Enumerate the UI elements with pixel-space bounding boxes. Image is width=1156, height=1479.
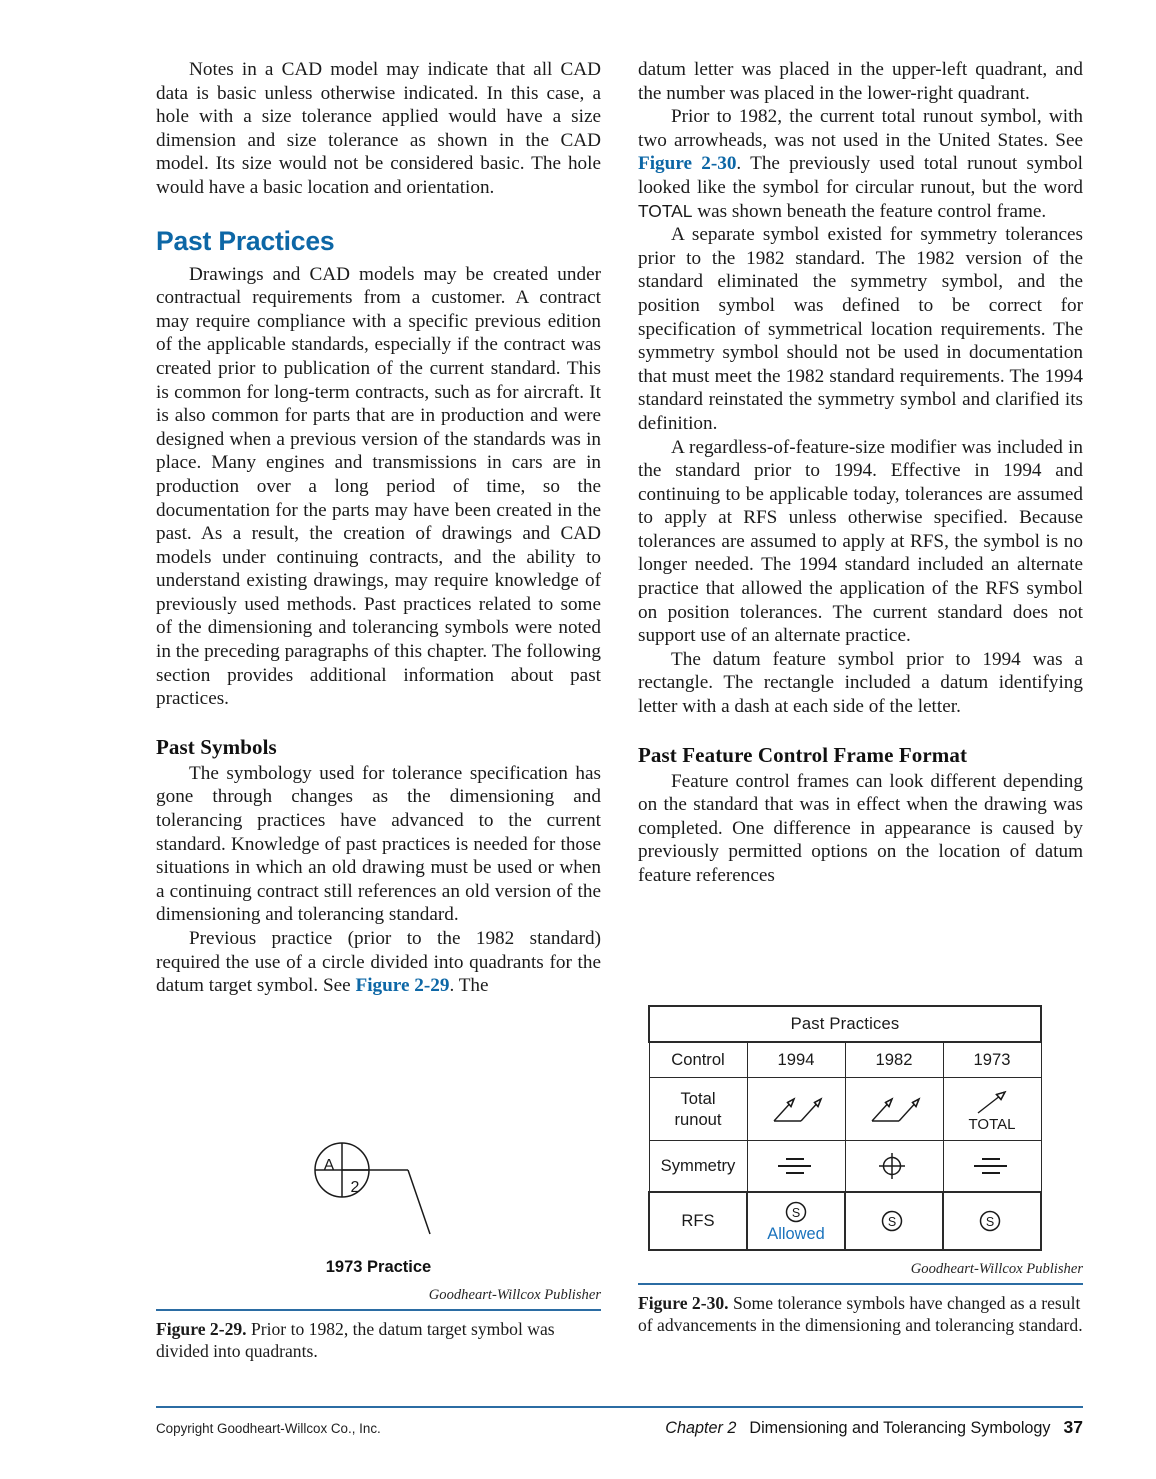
row-label-symmetry: Symmetry [649, 1141, 747, 1193]
header-1994: 1994 [747, 1042, 845, 1078]
cell-symmetry-1973 [943, 1141, 1041, 1193]
figure-2-29-caption [156, 1318, 601, 1362]
circled-s-symbol-icon [846, 1206, 938, 1236]
total-runout-double-arrow-icon [846, 1080, 938, 1138]
row-label-total-runout [649, 1078, 747, 1141]
total-label: TOTAL [968, 1116, 1016, 1133]
circled-s-symbol-icon [750, 1199, 842, 1225]
paragraph-contracts: Drawings and CAD models may be created under contractual requirements from a customer. A contract may require compliance with a specific previous edition of the applicable standards, especially if the contract was created prior to publication of the current standard. This is common for long-term contracts, such as for aircraft. It is also common for parts that are in production and were designed when a previous version of the standards was in place. Many engines and transmissions in cars are in production over a long period of time, so the documentation for the parts may have been created in the past. As a result, the creation of drawings and CAD models under continuing contracts, and the ability to understand existing drawings, may require knowledge of previously used methods. Past practices related to some of the dimensioning and tolerancing symbols were noted in the preceding paragraphs of this chapter. The following section provides additional information about past practices. [156, 263, 601, 710]
xref-figure-2-29[interactable]: Figure 2-29 [355, 975, 450, 997]
cell-total-runout-1982 [845, 1078, 943, 1141]
figure-2-30-caption-label: Figure 2-30. [638, 1293, 729, 1313]
paragraph-datum-letter-quadrant: datum letter was placed in the upper-left quadrant, and the number was placed in the lower-right quadrant. [638, 59, 1083, 104]
figure-2-29-credit: Goodheart-Willcox Publisher [428, 1287, 601, 1303]
paragraph-rfs-modifier: A regardless-of-feature-size modifier was included in the standard prior to 1994. Effective in 1994 and continuing to be applicable today, tolerances are assumed to apply at RFS unless otherwise specified. Because tolerances are assumed to apply at RFS, the symbol is no longer needed. The 1994 standard included an alternate practice that allowed the application of the RFS symbol on position tolerances. The current standard does not support use of an alternate practice. [638, 436, 1083, 647]
left-column [156, 58, 601, 998]
header-1982: 1982 [845, 1042, 943, 1078]
footer-chapter-label: Chapter 2 [665, 1419, 737, 1437]
datum-target-number: 2 [350, 1179, 360, 1197]
paragraph-datum-feature-symbol: The datum feature symbol prior to 1994 was a rectangle. The rectangle included a datum identifying letter with a dash at each side of the letter. [638, 648, 1083, 718]
rfs-allowed-label: Allowed [767, 1225, 825, 1244]
datum-target-letter: A [323, 1157, 335, 1175]
text-mid-xref-30: . The previously used total runout symbol looked like the symbol for circular runout, but the word [638, 153, 1083, 198]
heading-past-fcf-format: Past Feature Control Frame Format [638, 742, 968, 767]
figure-2-29-caption-text: Prior to 1982, the datum target symbol was divided into quadrants. [156, 1319, 555, 1361]
heading-past-practices: Past Practices [156, 225, 335, 256]
text-after-xref-29: . The [449, 975, 489, 997]
figure-2-30-caption-text: Some tolerance symbols have changed as a result of advancements in the dimensioning and tolerancing standard. [638, 1293, 1083, 1335]
cell-total-runout-1994 [747, 1078, 845, 1141]
figure-2-29-caption-label: Figure 2-29. [156, 1319, 247, 1339]
table-title: Past Practices [649, 1006, 1041, 1042]
figure-2-30 [638, 1005, 1083, 1336]
table-header-row [649, 1042, 1041, 1078]
cell-rfs-1994 [747, 1192, 845, 1250]
figure-2-29-caption-rule [156, 1309, 601, 1311]
cell-symmetry-1994 [747, 1141, 845, 1193]
paragraph-fcf-appearance: Feature control frames can look different depending on the standard that was in effect when the drawing was completed. One difference in appearance is caused by previously permitted options on the location of datum feature references [638, 770, 1083, 886]
text-before-xref-30: Prior to 1982, the current total runout symbol, with two arrowheads, was not used in the United States. See [638, 106, 1083, 151]
svg-text:S: S [887, 1215, 897, 1229]
position-symbol-icon [846, 1149, 938, 1183]
cell-rfs-1982 [845, 1192, 943, 1250]
past-practices-table [648, 1005, 1042, 1251]
cell-position-1982 [845, 1141, 943, 1193]
cell-rfs-1973 [943, 1192, 1041, 1250]
figure-2-29-artwork [156, 1128, 601, 1256]
paragraph-previous-practice [156, 927, 601, 998]
circular-runout-with-total [944, 1086, 1041, 1132]
row-label-rfs: RFS [649, 1192, 747, 1250]
svg-text:S: S [791, 1206, 801, 1221]
footer-copyright: Copyright Goodheart-Willcox Co., Inc. [156, 1421, 381, 1436]
paragraph-cad-notes: Notes in a CAD model may indicate that all CAD data is basic unless otherwise indicated. In this case, a hole with a size tolerance applied would have a size dimension and size tolerance as shown in the CAD model. Its size would not be considered basic. The hole would have a basic location and orientation. [156, 59, 601, 198]
heading-past-symbols: Past Symbols [156, 734, 277, 759]
header-1973: 1973 [943, 1042, 1041, 1078]
table-row [649, 1141, 1041, 1193]
footer-page-number: 37 [1063, 1417, 1083, 1437]
right-column [638, 58, 1083, 888]
total-runout-double-arrow-icon [748, 1080, 840, 1138]
xref-figure-2-30[interactable]: Figure 2-30 [638, 153, 737, 175]
paragraph-total-runout [638, 105, 1083, 223]
row-label-line-2: runout [674, 1110, 722, 1129]
figure-2-30-credit: Goodheart-Willcox Publisher [910, 1261, 1083, 1277]
cell-total-runout-1973 [943, 1078, 1041, 1141]
rfs-allowed-stack [748, 1199, 844, 1242]
paragraph-symmetry-history: A separate symbol existed for symmetry tolerances prior to the 1982 standard. The 1982 version of the standard eliminated the symmetry symbol, and the position symbol was defined to be correct for specification of symmetrical location requirements. The symmetry symbol should not be used in documentation that must meet the 1982 standard requirements. The 1994 standard reinstated the symmetry symbol and clarified its definition. [638, 224, 1083, 434]
text-after-xref-30: was shown beneath the feature control frame. [692, 200, 1047, 222]
svg-text:S: S [985, 1215, 995, 1229]
circled-s-symbol-icon [944, 1206, 1036, 1236]
footer-right-group [665, 1417, 1083, 1438]
figure-2-29 [156, 1128, 601, 1362]
inline-total-keyword: TOTAL [638, 200, 693, 221]
footer-chapter-title: Dimensioning and Tolerancing Symbology [749, 1419, 1051, 1437]
paragraph-symbology: The symbology used for tolerance specification has gone through changes as the dimensioning and tolerancing practices have advanced to the current standard. Knowledge of past practices is needed for those situations in which an old drawing must be used or when a continuing contract still references an old version of the dimensioning and tolerancing standard. [156, 762, 601, 926]
datum-target-leader-diagonal [408, 1170, 430, 1234]
symmetry-symbol-icon [748, 1149, 840, 1183]
circular-runout-single-arrow-icon [946, 1086, 1038, 1118]
figure-2-30-caption [638, 1292, 1083, 1336]
symmetry-symbol-icon [944, 1149, 1036, 1183]
figure-2-29-art-title: 1973 Practice [325, 1258, 432, 1276]
footer-row [156, 1417, 1083, 1438]
table-row [649, 1192, 1041, 1250]
page-footer [156, 1406, 1083, 1438]
datum-target-symbol-drawing [156, 1128, 601, 1256]
figure-2-30-caption-rule [638, 1283, 1083, 1285]
table-title-row [649, 1006, 1041, 1042]
text-before-xref-29: Previous practice (prior to the 1982 standard) required the use of a circle divided into quadrants for the datum target symbol. See [156, 928, 601, 997]
row-label-line-1: Total [680, 1089, 716, 1108]
table-row [649, 1078, 1041, 1141]
header-control: Control [649, 1042, 747, 1078]
footer-rule [156, 1406, 1083, 1408]
